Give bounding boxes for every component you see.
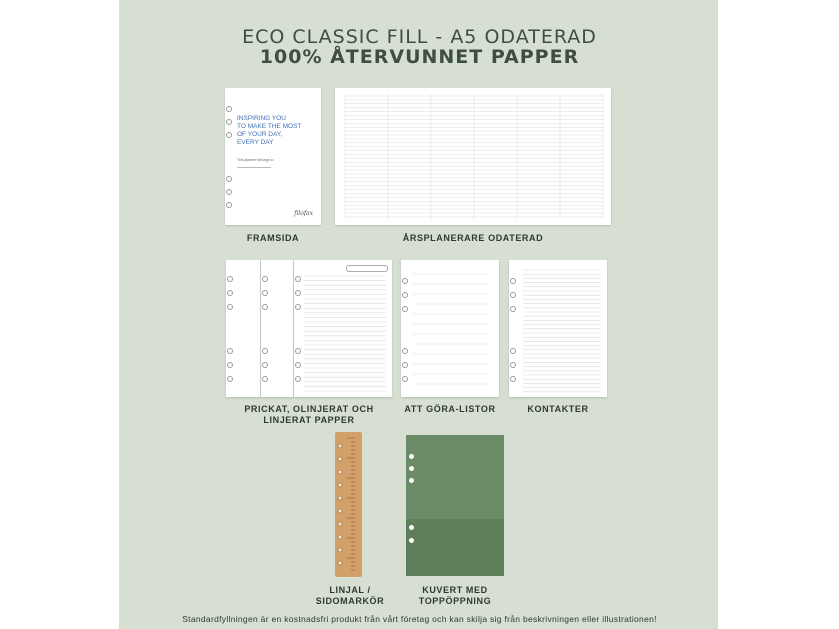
label-line: LINJERAT PAPPER: [263, 415, 355, 425]
punch-hole: [295, 290, 301, 296]
todo-list-sheet: [401, 260, 499, 397]
punch-hole: [227, 304, 233, 310]
label-linjal: [300, 585, 400, 607]
signature-line: [237, 167, 271, 168]
punch-hole: [510, 292, 516, 298]
todo-lines: [401, 260, 499, 397]
punch-hole: [226, 202, 232, 208]
label-prickat: [226, 404, 392, 426]
punch-hole: [402, 362, 408, 368]
punch-hole: [227, 376, 233, 382]
punch-hole: [510, 348, 516, 354]
year-planner-grid: [335, 88, 611, 225]
label-arsplanerare: ÅRSPLANERARE ODATERAD: [402, 233, 544, 243]
punch-hole: [226, 119, 232, 125]
slogan-line: TO MAKE THE MOST: [237, 123, 302, 130]
ruler-hole: [338, 457, 342, 461]
page-subtitle: 100% ÅTERVUNNET PAPPER: [259, 46, 580, 68]
punch-hole: [227, 362, 233, 368]
punch-hole: [262, 348, 268, 354]
page-title: ECO CLASSIC FILL - A5 ODATERAD: [242, 26, 597, 48]
front-subtext: This planner belongs to: [237, 158, 274, 162]
punch-hole: [402, 376, 408, 382]
ruler-hole: [338, 496, 342, 500]
envelope: [406, 435, 504, 576]
punch-hole: [227, 348, 233, 354]
punch-hole: [402, 278, 408, 284]
ruler-hole: [338, 535, 342, 539]
punch-hole: [295, 362, 301, 368]
ruler-hole: [338, 548, 342, 552]
punch-hole: [262, 376, 268, 382]
front-slogan: [237, 115, 301, 147]
punch-hole: [409, 478, 414, 483]
blank-paper-sheet: [226, 260, 260, 397]
punch-hole: [402, 348, 408, 354]
lined-paper-sheet: [294, 260, 392, 397]
punch-hole: [227, 290, 233, 296]
punch-hole: [226, 132, 232, 138]
brand-logo: filofax: [294, 210, 313, 217]
label-line: LINJAL /: [329, 585, 371, 595]
punch-hole: [409, 538, 414, 543]
punch-hole: [262, 290, 268, 296]
front-page-sheet: [225, 88, 321, 225]
lined-paper-lines: [294, 260, 392, 397]
punch-hole: [409, 525, 414, 530]
label-kuvert: [400, 585, 510, 607]
label-line: KUVERT MED: [422, 585, 488, 595]
punch-hole: [226, 189, 232, 195]
label-line: TOPPÖPPNING: [418, 596, 492, 606]
ruler-marks: [335, 432, 362, 577]
punch-hole: [510, 376, 516, 382]
label-line: PRICKAT, OLINJERAT OCH: [244, 404, 374, 414]
punch-hole: [510, 362, 516, 368]
punch-hole: [227, 276, 233, 282]
slogan-line: INSPIRING YOU: [237, 115, 287, 122]
ruler-hole: [338, 470, 342, 474]
punch-hole: [402, 292, 408, 298]
punch-hole: [226, 106, 232, 112]
punch-hole: [510, 306, 516, 312]
punch-hole: [295, 376, 301, 382]
punch-hole: [295, 304, 301, 310]
label-line: SIDOMARKÖR: [315, 596, 385, 606]
punch-hole: [402, 306, 408, 312]
envelope-pocket: [406, 519, 504, 576]
label-kontakter: KONTAKTER: [527, 404, 589, 414]
punch-hole: [409, 454, 414, 459]
slogan-line: EVERY DAY: [237, 139, 274, 146]
footer-disclaimer: Standardfyllningen är en kostnadsfri produkt från vårt företag och kan skilja sig från beskrivningen eller illustrationen!: [182, 614, 657, 624]
punch-hole: [262, 362, 268, 368]
dotted-paper-sheet: [261, 260, 293, 397]
ruler-hole: [338, 561, 342, 565]
year-planner-sheet: [335, 88, 611, 225]
punch-hole: [295, 276, 301, 282]
contacts-sheet: [509, 260, 607, 397]
ruler-hole: [338, 444, 342, 448]
label-framsida: FRAMSIDA: [246, 233, 300, 243]
punch-hole: [409, 466, 414, 471]
label-att-gora: ATT GÖRA-LISTOR: [404, 404, 496, 414]
punch-hole: [262, 304, 268, 310]
ruler: [335, 432, 362, 577]
slogan-line: OF YOUR DAY,: [237, 131, 283, 138]
punch-hole: [262, 276, 268, 282]
contacts-lines: [509, 260, 607, 397]
punch-hole: [510, 278, 516, 284]
ruler-hole: [338, 522, 342, 526]
punch-hole: [295, 348, 301, 354]
ruler-hole: [338, 483, 342, 487]
ruler-hole: [338, 509, 342, 513]
punch-hole: [226, 176, 232, 182]
